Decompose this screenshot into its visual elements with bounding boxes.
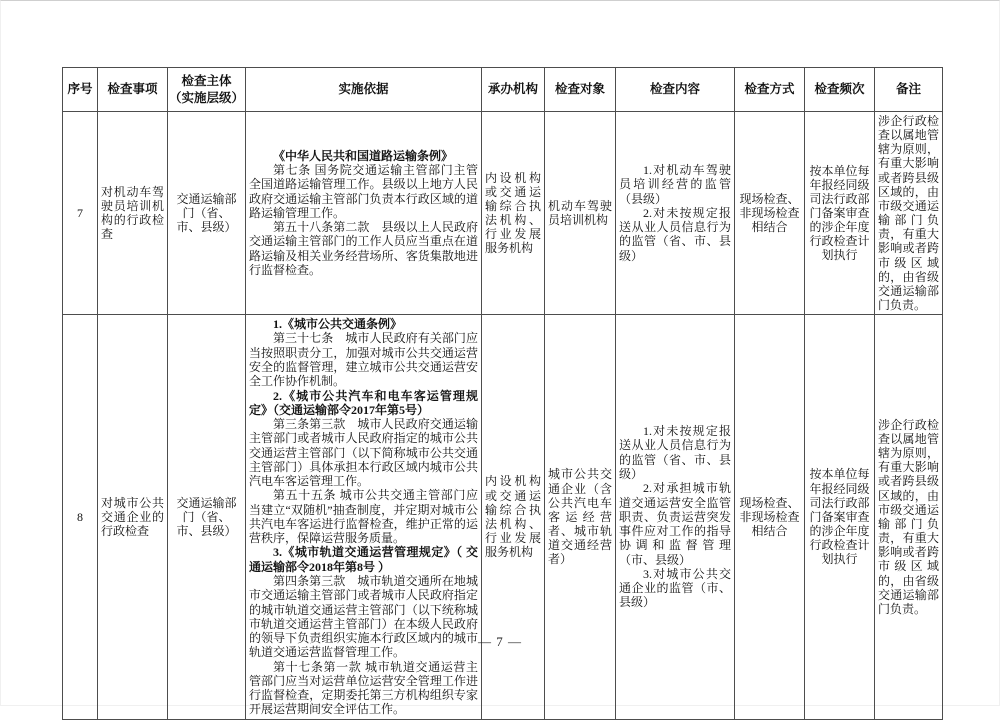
col-header-basis: 实施依据 [246,68,482,112]
col-header-item: 检查事项 [98,68,168,112]
col-header-agency: 承办机构 [482,68,545,112]
basis-paragraph: 第三条第三款 城市人民政府交通运输主管部门或者城市人民政府指定的城市公共交通运营主管部门（以下简称城市公共交通主管部门）具体承担本行政区域内城市公共汽电车客运管理工作。 [249,417,478,489]
cell-row7-basis [246,112,482,315]
col-header-subject-line1: 检查主体 [181,73,232,88]
cell-row8-content [616,315,735,719]
content-paragraph: 1.对机动车驾驶员培训经营的监管（县级） [619,163,731,206]
inspection-table [62,67,943,720]
col-header-frequency: 检查频次 [805,68,875,112]
page-number: — 7 — [478,634,522,649]
cell-row7-remarks: 涉企行政检查以属地管辖为原则，有重大影响或者跨县级区域的，由市级交通运输部门负责，有重大影响或者跨市级区域的，由省级交通运输部门负责。 [875,112,943,315]
cell-row7-frequency: 按本单位每年报经同级司法行政部门备案审查的涉企年度行政检查计划执行 [805,112,875,315]
basis-paragraph: 3.《城市轨道交通运营管理规定》（ 交通运输部令2018年第8号 ） [249,545,478,574]
basis-paragraph: 第五十五条 城市公共交通主管部门应当建立“双随机”抽查制度，并定期对城市公共汽电车客运进行监督检查，维护正常的运营秩序，保障运营服务质量。 [249,488,478,546]
cell-row8-target: 城市公共交通企业（含公共汽电车客运经营者、城市轨道交通经营者） [545,315,616,719]
cell-row7-target: 机动车驾驶员培训机构 [545,112,616,315]
cell-row7-item: 对机动车驾驶员培训机构的行政检查 [98,112,168,315]
basis-paragraph: 《中华人民共和国道路运输条例》 [273,148,454,163]
col-header-subject [168,68,246,112]
col-header-remarks: 备注 [875,68,943,112]
table-row-8 [63,315,943,719]
content-paragraph: 3.对城市公共交通企业的监管（市、县级） [619,566,731,610]
basis-paragraph: 1.《城市公共交通条例》 [273,317,403,332]
cell-row7-subject: 交通运输部门（省、市、县级） [168,112,246,315]
col-header-method: 检查方式 [735,68,805,112]
cell-row7-agency: 内设机构或交通运输综合执法机构、行业发展服务机构 [482,112,545,315]
cell-row7-content [616,112,735,315]
content-paragraph: 2.对未按规定报送从业人员信息行为的监管（省、市、县级） [619,205,731,263]
basis-paragraph: 第五十八条第二款 县级以上人民政府交通运输主管部门的工作人员应当重点在道路运输及相关业务经营场所、客货集散地进行监督检查。 [249,220,478,278]
col-header-content: 检查内容 [616,68,735,112]
cell-row8-item: 对城市公共交通企业的行政检查 [98,315,168,719]
cell-row8-method: 现场检查、非现场检查相结合 [735,315,805,719]
cell-row8-frequency: 按本单位每年报经同级司法行政部门备案审查的涉企年度行政检查计划执行 [805,315,875,719]
cell-row8-index: 8 [63,315,98,719]
content-paragraph: 2.对承担城市轨道交通运营安全监管职责、负责运营突发事件应对工作的指导协调和监督管理（市、县级） [619,481,731,567]
table-header-row [63,68,943,112]
col-header-target: 检查对象 [545,68,616,112]
cell-row7-index: 7 [63,112,98,315]
content-paragraph: 1.对未按规定报送从业人员信息行为的监管（省、市、县级） [619,424,731,481]
col-header-index: 序号 [63,68,98,112]
cell-row8-remarks: 涉企行政检查以属地管辖为原则，有重大影响或者跨县级区域的，由市级交通运输部门负责，有重大影响或者跨市级区域的，由省级交通运输部门负责。 [875,315,943,719]
basis-paragraph: 第三十七条 城市人民政府有关部门应当按照职责分工，加强对城市公共交通运营安全的监督管理，建立城市公共交通运营安全工作协作机制。 [249,331,478,389]
cell-row8-subject: 交通运输部门（省、市、县级） [168,315,246,719]
basis-paragraph: 第七条 国务院交通运输主管部门主管全国道路运输管理工作。县级以上地方人民政府交通运输主管部门负责本行政区域的道路运输管理工作。 [249,163,478,220]
cell-row8-basis [246,315,482,719]
col-header-subject-line2: （实施层级） [169,90,245,105]
basis-paragraph: 2.《城市公共汽车和电车客运管理规定》（交通运输部令2017年第5号） [249,388,478,417]
table-row-7 [63,112,943,315]
basis-paragraph: 第四条第三款 城市轨道交通所在地城市交通运输主管部门或者城市人民政府指定的城市轨道交通运营主管部门（以下统称城市轨道交通运营主管部门）在本级人民政府的领导下负责组织实施本行政区域内的城市轨道交通运营监督管理工作。 [249,573,478,660]
basis-paragraph: 第十七条第一款 城市轨道交通运营主管部门应当对运营单位运营安全管理工作进行监督检查，定期委托第三方机构组织专家开展运营期间安全评估工作。 [249,659,478,717]
cell-row7-method: 现场检查、非现场检查相结合 [735,112,805,315]
cell-row8-agency: 内设机构或交通运输综合执法机构、行业发展服务机构 [482,315,545,719]
